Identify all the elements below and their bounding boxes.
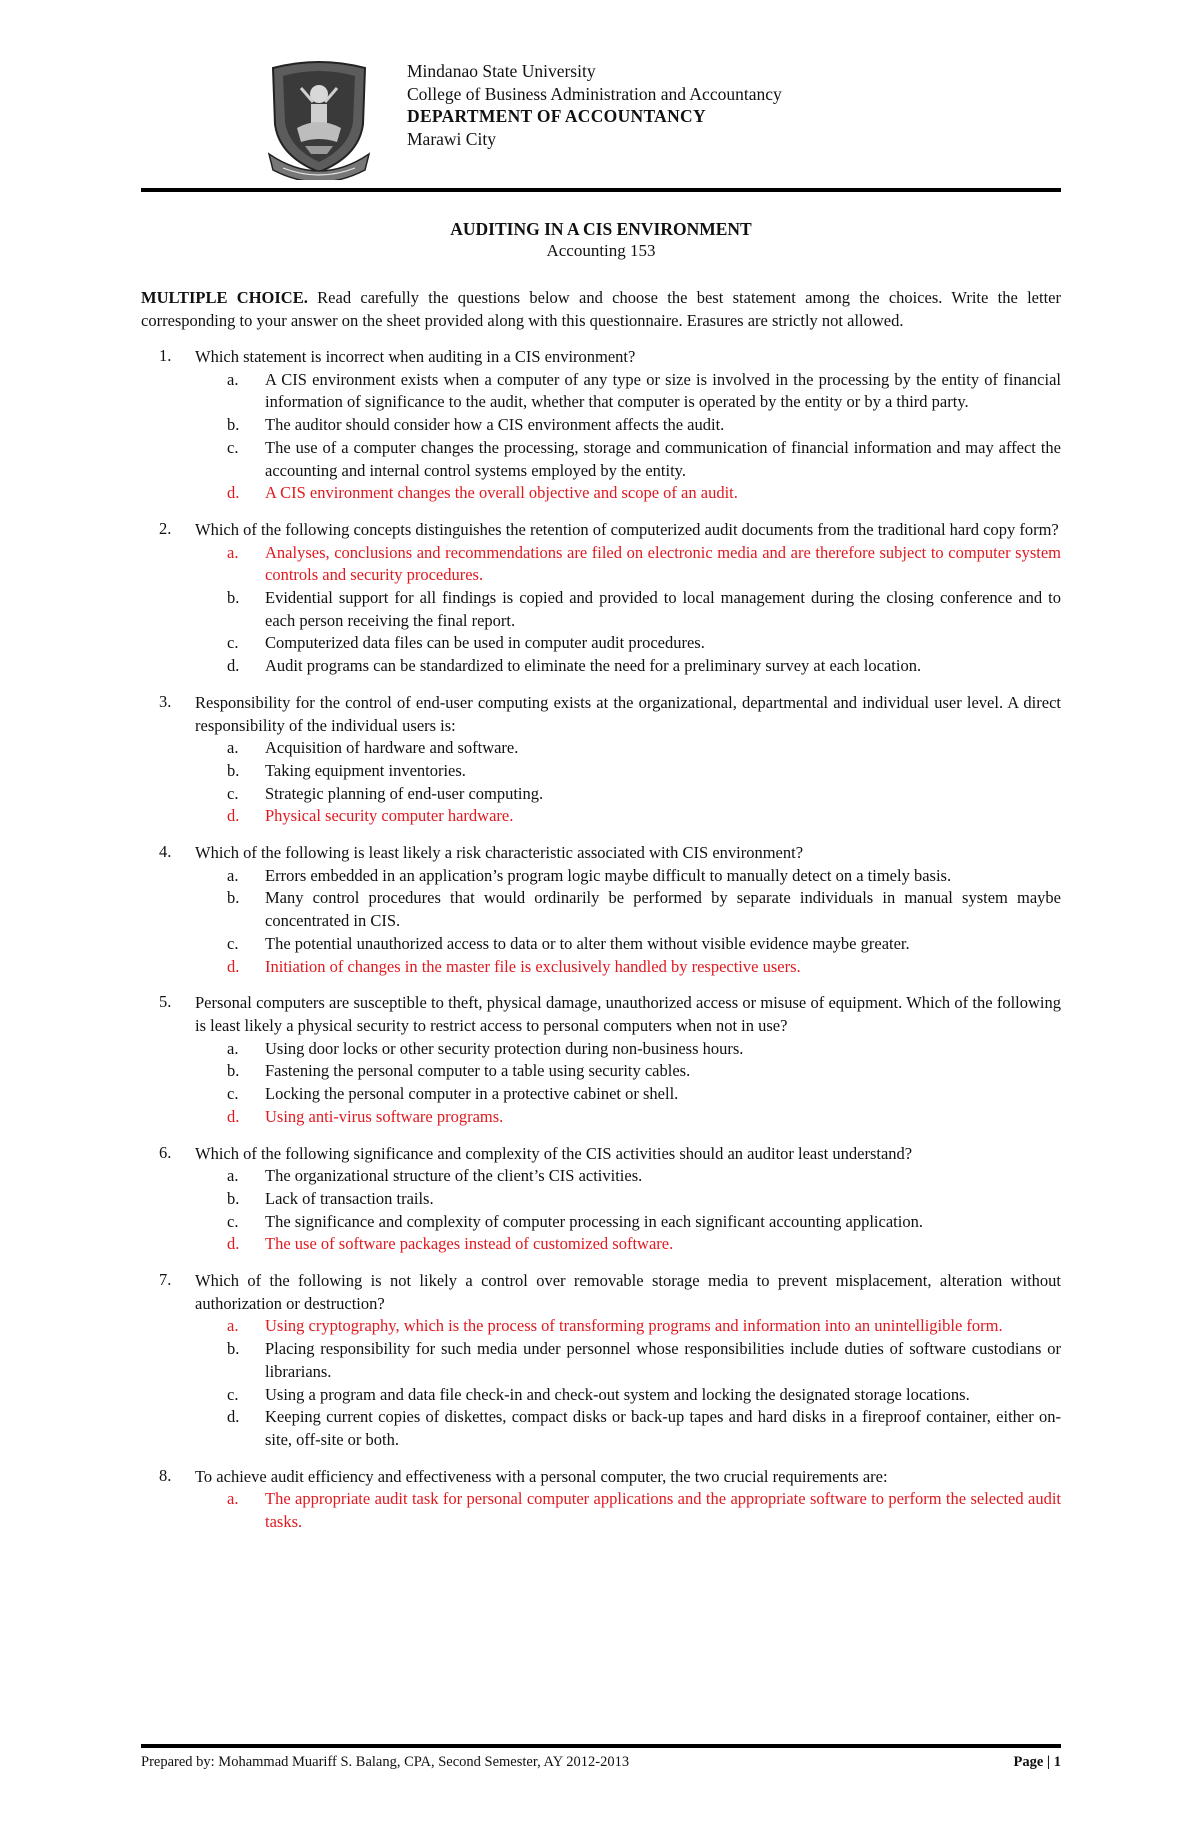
question-item [141,519,1061,678]
choice-letter: c. [227,633,239,653]
choice-list [195,737,1061,828]
choice-text: Lack of transaction trails. [265,1188,434,1208]
choice-text: The significance and complexity of computer processing in each significant accounting application. [265,1211,923,1231]
choice-letter: c. [227,933,239,953]
choice-text: Evidential support for all findings is copied and provided to local management during the closing conference and to each person receiving the final report. [265,588,1061,630]
choice-letter: a. [227,1166,239,1186]
choice-text: Audit programs can be standardized to eliminate the need for a preliminary survey at each location. [265,656,922,676]
question-item [141,1270,1061,1452]
choice-letter: b. [227,1188,240,1208]
choice-text: The use of software packages instead of customized software. [265,1234,674,1254]
choice-letter: a. [227,369,239,389]
header-divider [141,188,1061,192]
choice-text: Many control procedures that would ordinarily be performed by separate individuals in manual system maybe concentrated in CIS. [265,888,1061,931]
choice-text: Strategic planning of end-user computing. [265,783,544,803]
choice-letter: a. [227,542,239,562]
choice-text: Using door locks or other security protection during non-business hours. [265,1038,744,1058]
correct-answer-choice [195,482,1061,505]
choice-list [195,542,1061,678]
question-text: To achieve audit efficiency and effectiveness with a personal computer, the two crucial requirements are: [195,1466,888,1486]
choice-letter: c. [227,783,239,803]
choice-letter: a. [227,1316,239,1336]
course-code: Accounting 153 [546,241,656,260]
question-item [141,346,1061,505]
answer-choice [195,1038,1061,1061]
answer-choice [195,632,1061,655]
answer-choice [195,887,1061,932]
choice-letter: d. [227,1106,240,1126]
choice-letter: c. [227,1384,239,1404]
choice-text: The use of a computer changes the processing, storage and communication of financial information and may affect the accounting and internal control systems employed by the entity. [265,437,1061,480]
correct-answer-choice [195,1315,1061,1338]
college-name: College of Business Administration and Accountancy [407,83,782,104]
choice-text: Acquisition of hardware and software. [265,738,519,758]
university-info [407,60,782,150]
choice-list [195,1038,1061,1129]
letterhead [141,52,1061,182]
choice-text: Keeping current copies of diskettes, compact disks or back-up tapes and hard disks in a fireproof container, either on-site, off-site or both. [265,1407,1061,1449]
answer-choice [195,1188,1061,1211]
choice-letter: d. [227,806,240,826]
question-text: Personal computers are susceptible to theft, physical damage, unauthorized access or misuse of equipment. Which of the following is least likely a physical security to restrict access to personal computers when not in use? [195,993,1061,1035]
choice-letter: a. [227,865,239,885]
answer-choice [195,1165,1061,1188]
choice-text: Using a program and data file check-in and check-out system and locking the designated storage locations. [265,1384,970,1404]
question-item [141,692,1061,828]
answer-choice [195,933,1061,956]
choice-letter: b. [227,588,240,608]
choice-text: The auditor should consider how a CIS environment affects the audit. [265,415,725,435]
choice-text: Taking equipment inventories. [265,760,466,780]
correct-answer-choice [195,1488,1061,1533]
university-seal-icon [261,58,377,180]
answer-choice [195,587,1061,632]
question-item [141,1143,1061,1257]
choice-letter: c. [227,437,239,457]
answer-choice [195,783,1061,806]
answer-choice [195,655,1061,678]
question-text: Responsibility for the control of end-user computing exists at the organizational, departmental and individual user level. A direct responsibility of the individual users is: [195,692,1061,735]
choice-text: Using anti-virus software programs. [265,1106,504,1126]
question-text: Which of the following is least likely a risk characteristic associated with CIS environment? [195,843,804,863]
choice-letter: b. [227,888,240,908]
answer-choice [195,737,1061,760]
choice-letter: d. [227,1234,240,1254]
answer-choice [195,865,1061,888]
answer-choice [195,760,1061,783]
choice-text: A CIS environment changes the overall objective and scope of an audit. [265,483,738,503]
question-text: Which of the following significance and complexity of the CIS activities should an auditor least understand? [195,1143,913,1163]
choice-letter: d. [227,656,240,676]
correct-answer-choice [195,1106,1061,1129]
choice-letter: b. [227,1339,240,1359]
answer-choice [195,1211,1061,1234]
instructions-text: Read carefully the questions below and choose the best statement among the choices. Write the letter corresponding to your answer on the sheet provided along with this questionnaire. Erasures are strictly not allowed. [141,288,1061,330]
choice-list [195,1488,1061,1533]
page-number: Page | 1 [1013,1754,1061,1770]
question-number: 7. [159,1270,172,1290]
question-item [141,1466,1061,1534]
prepared-by: Prepared by: Mohammad Muariff S. Balang, CPA, Second Semester, AY 2012-2013 [141,1754,630,1770]
answer-choice [195,437,1061,482]
choice-letter: c. [227,1084,239,1104]
question-number: 8. [159,1465,172,1485]
choice-text: Placing responsibility for such media under personnel whose responsibilities include duties of software custodians or librarians. [265,1339,1061,1381]
course-title: AUDITING IN A CIS ENVIRONMENT [450,219,752,239]
choice-letter: d. [227,956,240,976]
choice-letter: b. [227,1061,240,1081]
footer-divider [141,1744,1061,1748]
answer-choice [195,1060,1061,1083]
course-heading [141,218,1061,262]
choice-text: Analyses, conclusions and recommendations are filed on electronic media and are therefore subject to computer system controls and security procedures. [265,542,1061,585]
choice-text: Initiation of changes in the master file is exclusively handled by respective users. [265,956,801,976]
answer-choice [195,369,1061,414]
answer-choice [195,1338,1061,1383]
question-text: Which of the following concepts distinguishes the retention of computerized audit documents from the traditional hard copy form? [195,519,1059,539]
question-number: 6. [159,1142,172,1162]
instructions [141,286,1061,332]
choice-text: Fastening the personal computer to a table using security cables. [265,1061,691,1081]
university-name: Mindanao State University [407,61,596,81]
exam-body [141,286,1061,1548]
choice-text: A CIS environment exists when a computer of any type or size is involved in the processing by the entity of financial information of significance to the audit, whether that computer is operated by the entity or by a third party. [265,369,1061,412]
choice-letter: d. [227,1407,240,1427]
question-item [141,842,1061,978]
choice-text: The organizational structure of the client’s CIS activities. [265,1166,643,1186]
choice-letter: d. [227,483,240,503]
correct-answer-choice [195,1233,1061,1256]
instructions-lead: MULTIPLE CHOICE. [141,288,308,307]
choice-letter: a. [227,1038,239,1058]
choice-text: The appropriate audit task for personal computer applications and the appropriate software to perform the selected audit tasks. [265,1489,1061,1532]
question-number: 2. [159,518,172,538]
choice-text: Locking the personal computer in a protective cabinet or shell. [265,1084,679,1104]
answer-choice [195,1083,1061,1106]
choice-letter: c. [227,1211,239,1231]
choice-letter: b. [227,760,240,780]
answer-choice [195,414,1061,437]
answer-choice [195,1406,1061,1451]
question-text: Which of the following is not likely a control over removable storage media to prevent misplacement, alteration without authorization or destruction? [195,1271,1061,1313]
question-text: Which statement is incorrect when auditing in a CIS environment? [195,347,636,366]
choice-list [195,1315,1061,1451]
choice-text: Using cryptography, which is the process of transforming programs and information into an unintelligible form. [265,1316,1003,1336]
question-item [141,992,1061,1128]
question-number: 4. [159,842,172,862]
choice-letter: a. [227,1489,239,1509]
choice-text: Computerized data files can be used in computer audit procedures. [265,633,705,653]
question-number: 1. [159,346,172,365]
correct-answer-choice [195,805,1061,828]
choice-text: Errors embedded in an application’s program logic maybe difficult to manually detect on a timely basis. [265,865,952,885]
city-name: Marawi City [407,128,496,149]
choice-text: Physical security computer hardware. [265,806,514,826]
choice-letter: a. [227,738,239,758]
choice-letter: b. [227,415,240,435]
correct-answer-choice [195,542,1061,587]
answer-choice [195,1384,1061,1407]
choice-list [195,1165,1061,1256]
question-number: 5. [159,992,172,1012]
question-list [141,346,1061,1534]
choice-list [195,369,1061,505]
correct-answer-choice [195,956,1061,979]
choice-list [195,865,1061,979]
department-name: DEPARTMENT OF ACCOUNTANCY [407,106,706,126]
question-number: 3. [159,691,172,711]
choice-text: The potential unauthorized access to data or to alter them without visible evidence maybe greater. [265,933,910,953]
